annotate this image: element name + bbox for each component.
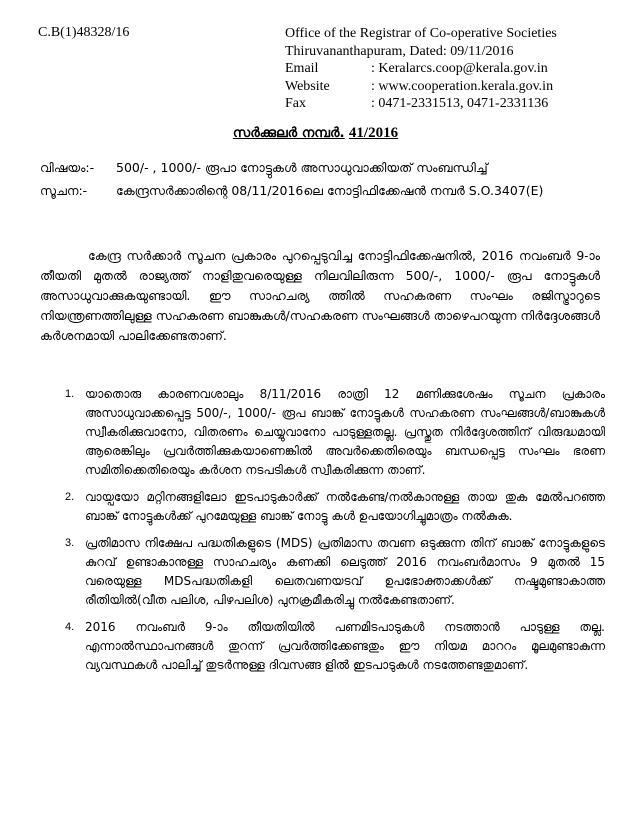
body-paragraph: കേന്ദ്ര സർക്കാർ സൂചന പ്രകാരം പുറപ്പെടുവിച്ച നോട്ടിഫിക്കേഷനിൽ, 2016 നവംബർ 9-ാം തീയതി മുതൽ രാജ്യത്ത് നാളിതുവരെയുള്ള നിലവിലിരുന്ന 500/-, 1000/- രൂപ നോട്ടുകൾ അസാധുവാക്കുകയുണ്ടായി. ഈ സാഹചര്യ ത്തിൽ സഹകരണ സംഘം രജിസ്ട്രാറുടെ നിയന്ത്രണത്തിലുള്ള സഹകരണ ബാങ്കുകൾ/സഹകരണ സംഘങ്ങൾ താഴെപറയുന്ന നിർദ്ദേശങ്ങൾ കർശനമായി പാലിക്കേണ്ടതാണ്. [40, 248, 600, 343]
email-row [285, 60, 557, 78]
subject-text: 500/- , 1000/- രൂപാ നോട്ടുകൾ അസാധുവാക്കിയത് സംബന്ധിച്ച് [116, 160, 488, 175]
circular-title [0, 125, 631, 142]
subject-line [40, 160, 488, 176]
office-name: Office of the Registrar of Co-operative Societies [285, 26, 557, 41]
reference-line [40, 183, 543, 199]
directive-number: 3. [65, 537, 75, 549]
reference-label: സൂചന:- [40, 183, 88, 198]
directive-number: 1. [65, 388, 75, 400]
fax-row [285, 95, 557, 113]
website-row [285, 78, 557, 96]
subject-label: വിഷയം:- [40, 160, 95, 175]
website-label: Website [285, 78, 330, 94]
directive-item-1 [65, 385, 605, 480]
directive-item-2 [65, 488, 605, 526]
directives-list [65, 385, 605, 675]
office-block [285, 25, 557, 113]
directive-item-4 [65, 618, 605, 675]
place-date: Thiruvananthapuram, Dated: 09/11/2016 [285, 43, 514, 59]
reference-text: കേന്ദ്രസർക്കാരിന്റെ 08/11/2016ലെ നോട്ടിഫിക്കേഷൻ നമ്പർ S.O.3407(E) [116, 183, 544, 198]
email-label: Email [285, 61, 319, 76]
email-value: : Keralarcs.coop@kerala.gov.in [371, 61, 548, 76]
directive-text: പ്രതിമാസ നിക്ഷേപ പദ്ധതികളുടെ (MDS) പ്രതിമാസ തവണ ഒടുക്കുന്ന തിന് ബാങ്ക് നോട്ടുകളുടെ കുറവ് ഉണ്ടാകാനുള്ള സാഹചര്യം കണക്കി ലെടുത്ത് 2016 നവംബർമാസം 9 മുതൽ 15 വരെയുള്ള MDSപദ്ധതികളി ലെതവണയടവ് ഉപഭോക്താക്കൾക്ക് നഷ്ടമുണ്ടാകാത്ത രീതിയിൽ(വീത പലിശ, പിഴപലിശ) പുനക്രമീകരിച്ചു നൽകേണ്ടതാണ്. [85, 536, 605, 607]
fax-value: : 0471-2331513, 0471-2331136 [371, 96, 549, 111]
circular-number: 41/2016 [348, 125, 399, 141]
circular-title-text: സർക്കുലർ നമ്പർ. [232, 125, 345, 141]
fax-label: Fax [285, 96, 306, 111]
directive-text: യാതൊരു കാരണവശാലും 8/11/2016 രാത്രി 12 മണിക്കുശേഷം സൂചന പ്രകാരം അസാധുവാക്കപ്പെട്ട 500/-, 1000/- രൂപ ബാങ്ക് നോട്ടുകൾ സഹകരണ സംഘങ്ങൾ/ബാങ്കുകൾ സ്വീകരിക്കുവാനോ, വിതരണം ചെയ്യുവാനോ പാടുള്ളതല്ല. പ്രസ്തുത നിർദ്ദേശത്തിന് വിരുദ്ധമായി ആരെങ്കിലും പ്രവർത്തിക്കുകയാണെങ്കിൽ അവർക്കെതിരെയും ബന്ധപ്പെട്ട സംഘം ഭരണ സമിതിക്കെതിരെയും കർശന നടപടികൾ സ്വീകരിക്കുന്ന താണ്. [85, 387, 605, 477]
directive-number: 4. [65, 621, 75, 633]
website-value: : www.cooperation.kerala.gov.in [371, 78, 554, 94]
directive-number: 2. [65, 491, 75, 503]
directive-text: വായ്പയോ മറ്റിനങ്ങളിലോ ഇടപാടുകാർക്ക് നൽകേണ്ട/നൽകാനുള്ള തായ തുക മേൽപറഞ്ഞ ബാങ്ക് നോട്ടുകൾക്ക് പുറമേയുള്ള ബാങ്ക് നോട്ടു കൾ ഉപയോഗിച്ചുമാത്രം നൽകുക. [85, 490, 605, 523]
directive-item-3 [65, 534, 605, 610]
directive-text: 2016 നവംബർ 9-ാം തീയതിയിൽ പണമിടപാടുകൾ നടത്താൻ പാടുള്ള തല്ല. എന്നാൽസ്ഥാപനങ്ങൾ തുറന്ന് പ്രവർത്തിക്കേണ്ടതും ഈ നിയമ മാററം മൂലമുണ്ടാകുന്ന വ്യവസ്ഥകൾ പാലിച്ച് തുടർന്നുള്ള ദിവസങ്ങ ളിൽ ഇടപാടുകൾ നടത്തേണ്ടതുമാണ്. [85, 620, 605, 672]
reference-number: C.B(1)48328/16 [38, 25, 130, 40]
